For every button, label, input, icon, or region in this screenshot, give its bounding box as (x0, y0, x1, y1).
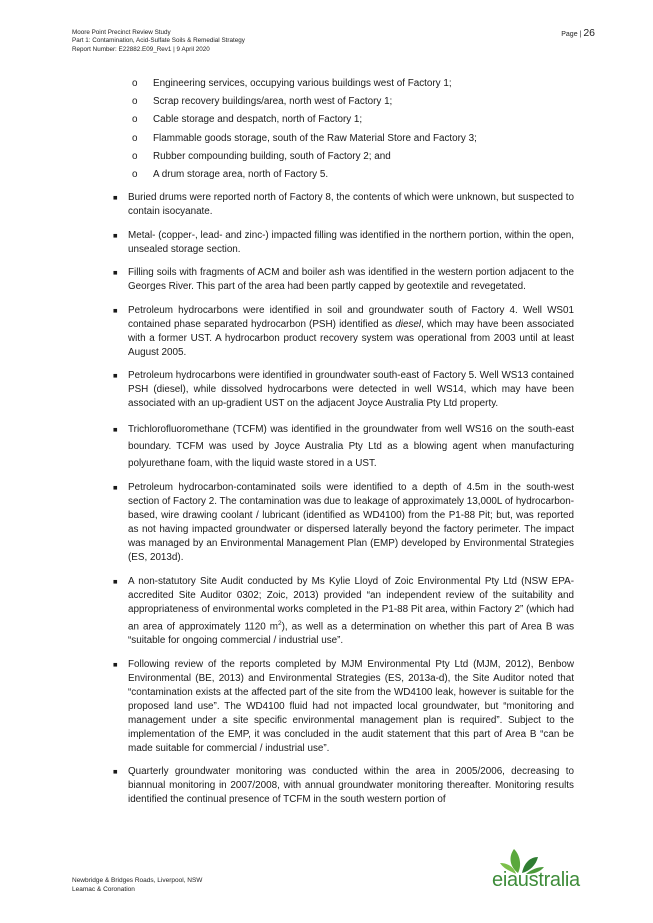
sub-list-item: o Flammable goods storage, south of the Raw Material Store and Factory 3; (132, 132, 477, 144)
bullet-item: ■ Following review of the reports completed by MJM Environmental Pty Ltd (MJM, 2012), Benbow Environmental (BE, 2013) and Environmental Strategies (ES, 2013a-d), the Site Auditor noted that “contamination exists at the affected part of the site from the WD4100 leak, however is suitable for the proposed land use”. The WD4100 fluid had not impacted local groundwater, but “monitoring and management under a site specific environmental management plan is required”. Subject to the implementation of the EMP, it was concluded in the audit statement that this part of Area B “can be made suitable for commercial / industrial use”. (113, 658, 574, 754)
circle-bullet-icon: o (132, 78, 138, 89)
square-bullet-icon: ■ (113, 767, 118, 777)
square-bullet-icon: ■ (113, 371, 118, 381)
square-bullet-icon: ■ (113, 268, 118, 278)
square-bullet-icon: ■ (113, 193, 118, 203)
circle-bullet-icon: o (132, 132, 138, 144)
square-bullet-icon: ■ (113, 483, 118, 493)
bullet-item: ■ Petroleum hydrocarbons were identified in groundwater south-east of Factory 5. Well WS13 contained PSH (diesel), while dissolved hydrocarbons were detected in well WS14, which may have been associated with an up-gradient UST on the adjacent Joyce Australia Pty Ltd property. (113, 370, 574, 410)
sub-list-item: o Engineering services, occupying various buildings west of Factory 1; (132, 78, 452, 89)
sub-list-item: o Scrap recovery buildings/area, north west of Factory 1; (132, 96, 393, 108)
bullet-item: ■ Filling soils with fragments of ACM and boiler ash was identified in the western portion adjacent to the Georges River. This part of the area had been partly capped by geotextile and revegetated. (113, 267, 574, 293)
header-subtitle: Part 1: Contamination, Acid-Sulfate Soils & Remedial Strategy (72, 37, 245, 45)
bullet-item: ■ Trichlorofluoromethane (TCFM) was identified in the groundwater from well WS16 on the south-east boundary. TCFM was used by Joyce Australia Pty Ltd as a blowing agent when manufacturing polyurethane foam, with the liquid waste stored in a UST. (90, 421, 574, 472)
header-report-number: Report Number: E22882.E09_Rev1 | 9 April 2020 (72, 45, 210, 53)
circle-bullet-icon: o (132, 96, 138, 108)
circle-bullet-icon: o (132, 114, 138, 126)
square-bullet-icon: ■ (113, 659, 118, 669)
logo-wordmark: eiaustralia (492, 869, 580, 891)
footer-address: Newbridge & Bridges Roads, Liverpool, NSW (72, 877, 203, 884)
bullet-item: ■ Buried drums were reported north of Factory 8, the contents of which were unknown, but suspected to contain isocyanate. (113, 192, 574, 218)
page-number-value: 26 (583, 27, 595, 39)
bullet-item: ■ A non-statutory Site Audit conducted by Ms Kylie Lloyd of Zoic Environmental Pty Ltd (NSW EPA-accredited Site Auditor 0302; Zoic, 2013) provided “an independent review of the suitability and appropriateness of environmental works completed in the P1-88 Pit area, within Factory 2” (which had an area of approximately 1120 $m^2$), as well as a determination on whether this part of Area B was “suitable for ongoing commercial / industrial use”. (113, 575, 575, 647)
page-footer (72, 877, 202, 894)
bullet-item: ■ Petroleum hydrocarbons were identified in soil and groundwater south of Factory 4. Well WS01 contained phase separated hydrocarbon (PSH) identified as diesel, which may have been associated with a former UST. A hydrocarbon product recovery system was operational from 2003 until at least August 2005. (113, 304, 574, 358)
sub-list-item: o Rubber compounding building, south of Factory 2; and (132, 150, 391, 162)
sub-list-item: o Cable storage and despatch, north of Factory 1; (132, 114, 363, 126)
sub-list-item: o A drum storage area, north of Factory 5. (132, 168, 329, 180)
document-body (90, 77, 574, 807)
header-title: Moore Point Precinct Review Study (72, 29, 171, 36)
circle-bullet-icon: o (132, 150, 138, 162)
square-bullet-icon: ■ (113, 576, 118, 586)
bullet-item: ■ Petroleum hydrocarbon-contaminated soils were identified to a depth of 4.5m in the south-west section of Factory 2. The contamination was due to leakage of approximately 13,000L of hydrocarbon-based, wire drawing coolant / lubricant (identified as WD4100) from the P1-88 Pit; but, was reported as not having impacted groundwater or dispersed laterally beyond the factory perimeter. The impact was managed by an Environmental Management Plan (EMP) developed by Environmental Strategies (ES, 2013d). (113, 482, 574, 564)
square-bullet-icon: ■ (113, 305, 118, 315)
report-header (72, 29, 245, 54)
company-logo (492, 845, 596, 895)
footer-project: Leamac & Coronation (72, 885, 135, 893)
square-bullet-icon: ■ (113, 230, 118, 240)
bullet-item: ■ Metal- (copper-, lead- and zinc-) impacted filling was identified in the northern portion, within the open, unsealed storage section. (113, 229, 574, 255)
page-label: Page | (561, 31, 582, 38)
bullet-item: ■ Quarterly groundwater monitoring was conducted within the area in 2005/2006, decreasing to biannual monitoring in 2007/2008, with annual groundwater monitoring thereafter. Monitoring results identified the continual presence of TCFM in the south western portion of (113, 766, 574, 806)
square-bullet-icon: ■ (113, 424, 118, 434)
page-number (561, 27, 595, 39)
circle-bullet-icon: o (132, 168, 138, 180)
